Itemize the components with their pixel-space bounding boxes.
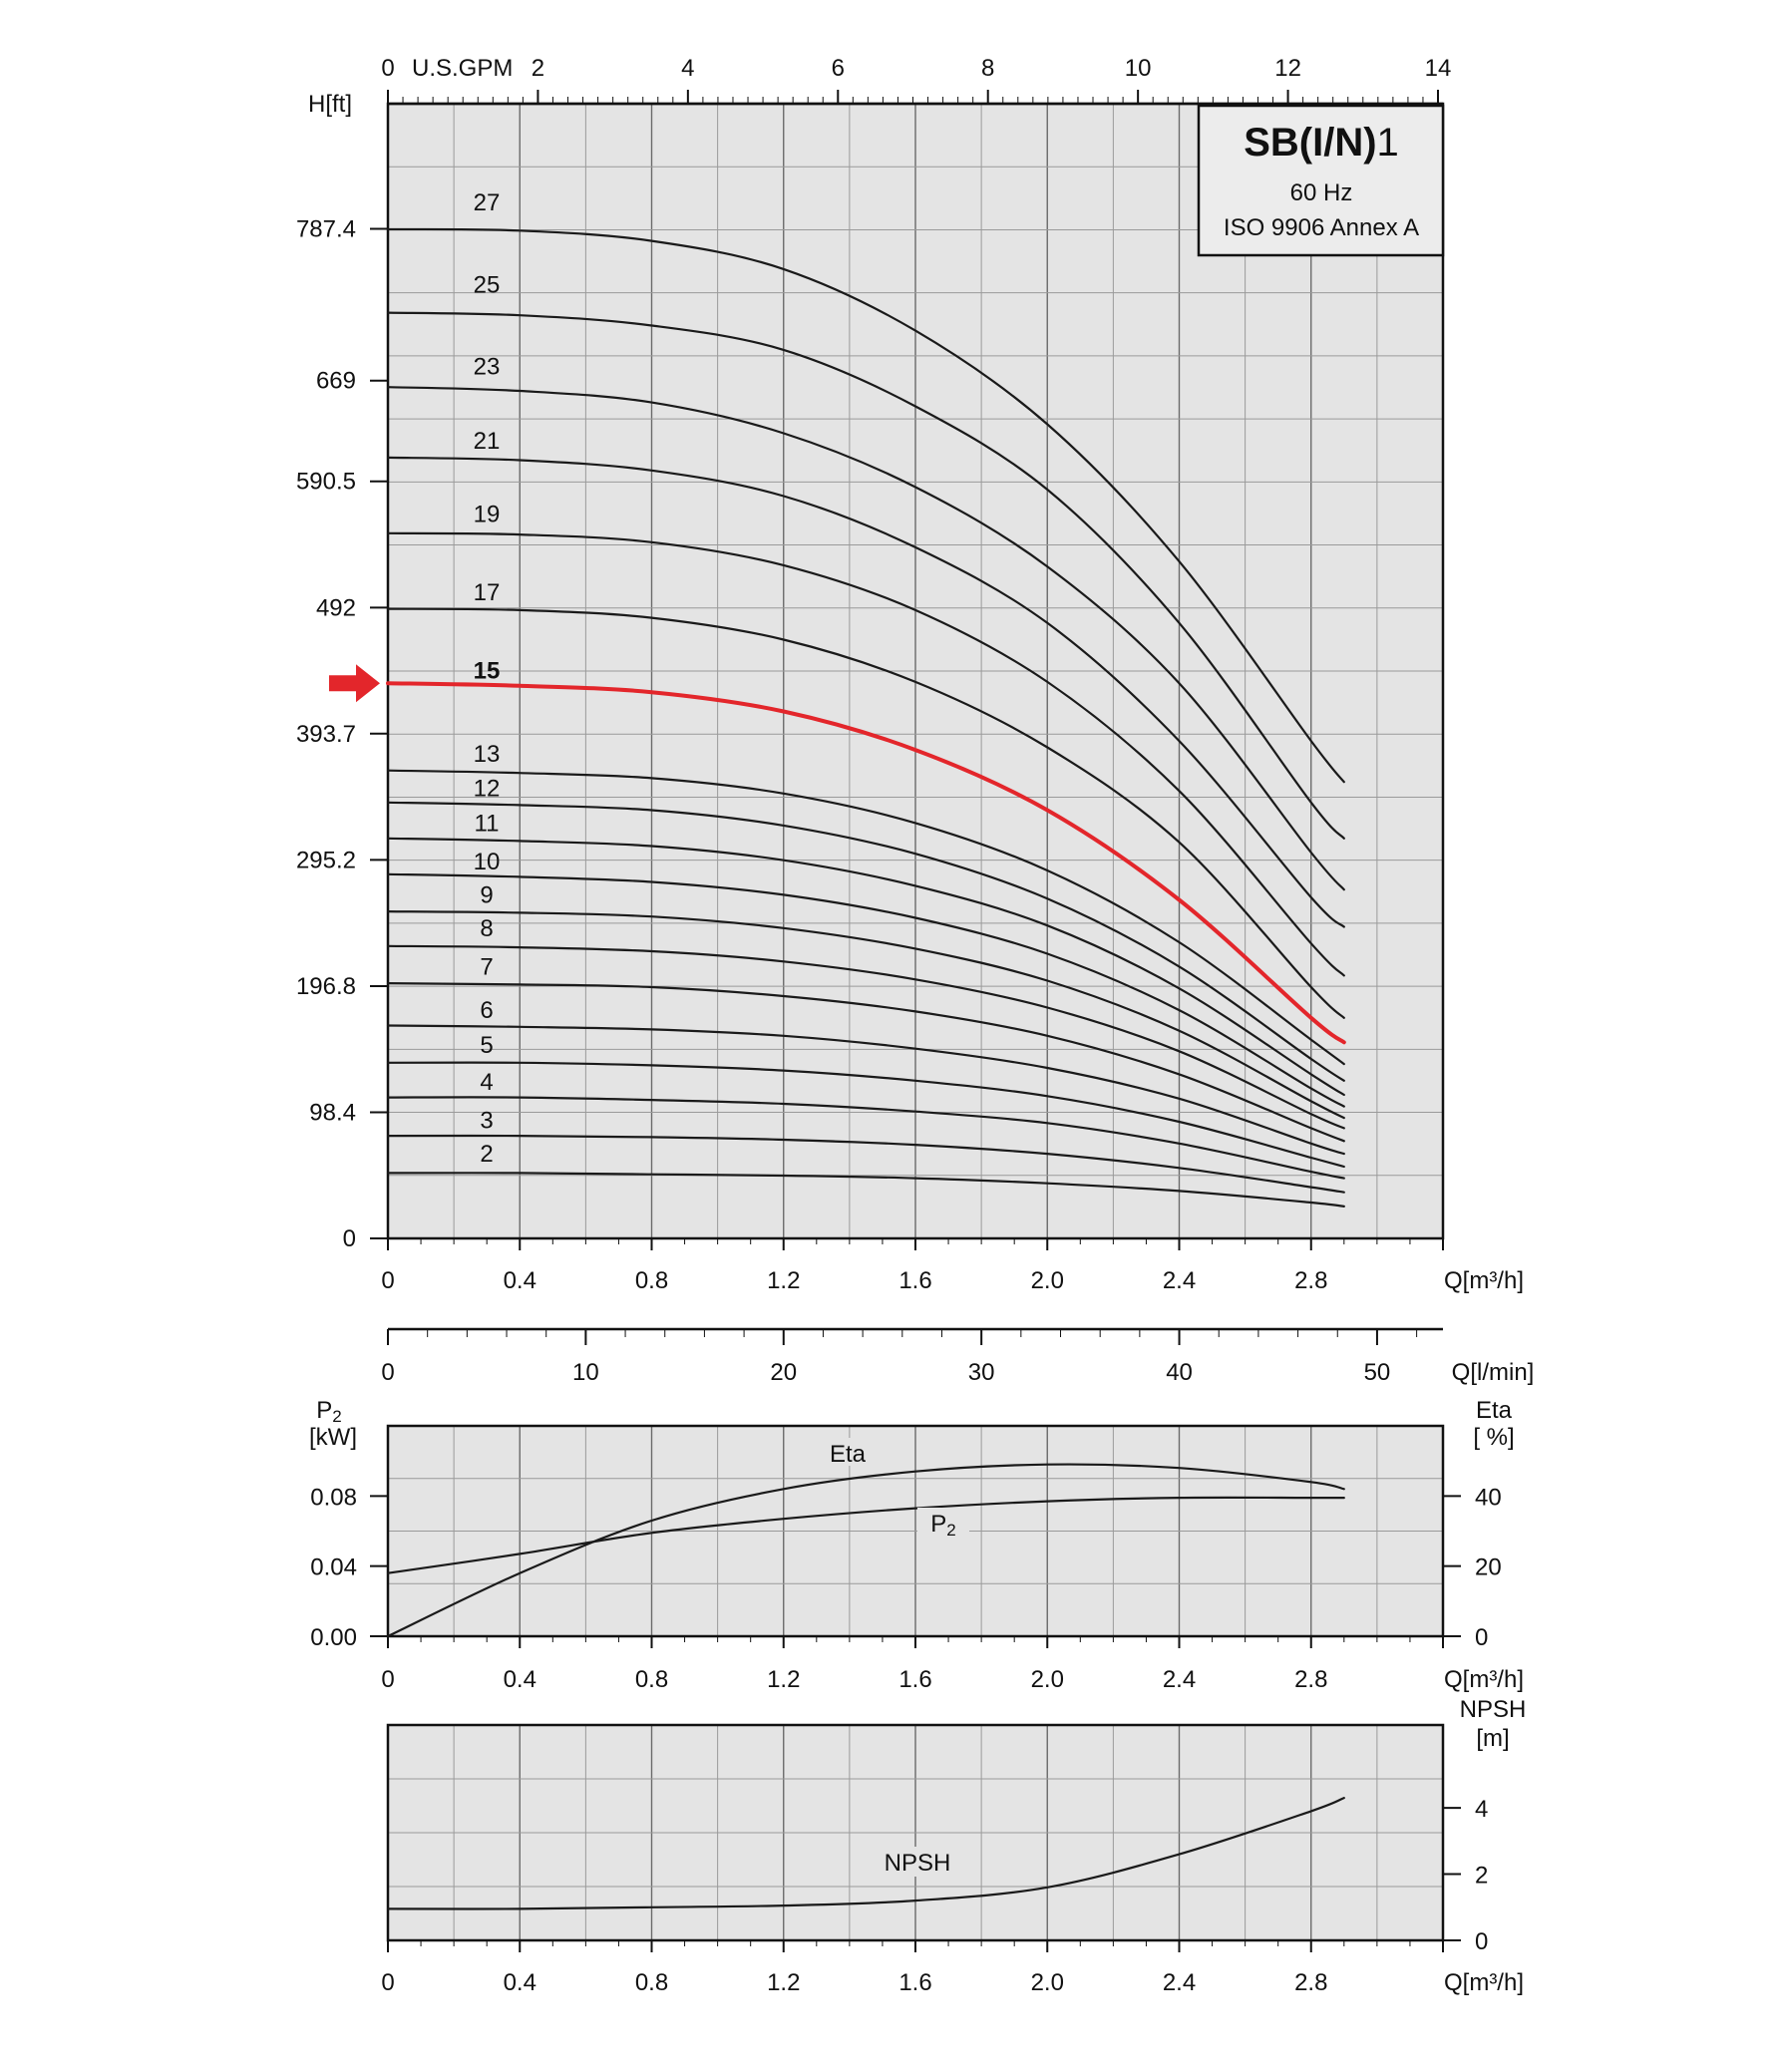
stage-label-6: 6 bbox=[480, 997, 494, 1025]
lmin-tick-label: 20 bbox=[770, 1359, 798, 1386]
npsh-xtick-label: 2.8 bbox=[1294, 1969, 1328, 1996]
head-xlabel: Q[m³/h] bbox=[1443, 1267, 1525, 1294]
stage-label-3: 3 bbox=[480, 1107, 494, 1135]
npsh-ytick-label: 4 bbox=[1475, 1796, 1489, 1824]
highlight-arrow-icon bbox=[329, 664, 380, 702]
head-xtick-label: 2.4 bbox=[1162, 1267, 1197, 1294]
npsh-xtick-label: 0.8 bbox=[634, 1969, 669, 1996]
model-name: SB(I/N)1 bbox=[1244, 121, 1399, 165]
stage-label-27: 27 bbox=[473, 189, 501, 217]
head-ytick-label: 393.7 bbox=[295, 720, 356, 748]
gpm-tick-label: 0 bbox=[381, 55, 395, 82]
stage-label-2: 2 bbox=[480, 1141, 494, 1169]
power-xtick-label: 1.2 bbox=[767, 1666, 801, 1693]
power-xtick-label: 0.4 bbox=[503, 1666, 536, 1693]
gpm-tick-label: 2 bbox=[531, 55, 545, 82]
head-ytick-label: 669 bbox=[315, 367, 356, 395]
gpm-tick-label: 4 bbox=[681, 55, 695, 82]
p2-curve-label: P2 bbox=[930, 1511, 956, 1540]
npsh-xtick-label: 0 bbox=[381, 1969, 395, 1996]
npsh-xtick-label: 1.6 bbox=[898, 1969, 932, 1996]
power-xlabel: Q[m³/h] bbox=[1443, 1666, 1525, 1693]
eta-ytick-label: 40 bbox=[1475, 1484, 1502, 1512]
stage-label-15: 15 bbox=[473, 657, 501, 685]
power-ytick-label: 0.08 bbox=[310, 1484, 357, 1512]
power-xtick-label: 1.6 bbox=[898, 1666, 932, 1693]
power-xtick-label: 2.0 bbox=[1030, 1666, 1064, 1693]
power-xtick-label: 2.4 bbox=[1162, 1666, 1197, 1693]
stage-label-4: 4 bbox=[480, 1069, 494, 1097]
stage-label-8: 8 bbox=[480, 914, 494, 942]
power-xtick-label: 0 bbox=[381, 1666, 395, 1693]
eta-ylabel: Eta bbox=[1475, 1397, 1513, 1424]
power-ylabel-unit: [kW] bbox=[309, 1424, 357, 1451]
gpm-tick-label: 10 bbox=[1124, 55, 1152, 82]
npsh-ytick-label: 0 bbox=[1475, 1928, 1489, 1955]
head-xtick-label: 1.2 bbox=[767, 1267, 801, 1294]
npsh-ylabel: NPSH bbox=[1459, 1696, 1527, 1723]
frequency-label: 60 Hz bbox=[1289, 179, 1353, 206]
npsh-curve-label: NPSH bbox=[884, 1850, 951, 1877]
npsh-xtick-label: 0.4 bbox=[503, 1969, 536, 1996]
power-ytick-label: 0.00 bbox=[310, 1624, 357, 1651]
lmin-tick-label: 30 bbox=[967, 1359, 995, 1386]
head-ytick-label: 492 bbox=[315, 594, 356, 622]
lmin-tick-label: 10 bbox=[572, 1359, 599, 1386]
power-xtick-label: 2.8 bbox=[1294, 1666, 1328, 1693]
gpm-tick-label: 8 bbox=[981, 55, 995, 82]
lmin-tick-label: 0 bbox=[381, 1359, 395, 1386]
head-ylabel: H[ft] bbox=[307, 91, 352, 118]
lmin-xlabel: Q[l/min] bbox=[1451, 1359, 1535, 1386]
head-ytick-label: 295.2 bbox=[295, 847, 356, 874]
lmin-tick-label: 50 bbox=[1363, 1359, 1391, 1386]
stage-label-11: 11 bbox=[474, 810, 500, 838]
npsh-xtick-label: 2.0 bbox=[1030, 1969, 1064, 1996]
lmin-tick-label: 40 bbox=[1166, 1359, 1193, 1386]
stage-label-7: 7 bbox=[480, 953, 494, 981]
head-ytick-label: 0 bbox=[342, 1225, 356, 1252]
head-ytick-label: 787.4 bbox=[295, 215, 356, 243]
stage-label-23: 23 bbox=[473, 353, 501, 381]
head-ytick-label: 590.5 bbox=[295, 468, 356, 496]
stage-label-10: 10 bbox=[473, 848, 501, 875]
stage-label-25: 25 bbox=[473, 271, 501, 299]
head-xtick-label: 0.4 bbox=[503, 1267, 536, 1294]
gpm-tick-label: 6 bbox=[831, 55, 845, 82]
stage-label-5: 5 bbox=[480, 1031, 494, 1059]
gpm-tick-label: 14 bbox=[1424, 55, 1452, 82]
gpm-axis-title: U.S.GPM bbox=[412, 55, 514, 82]
power-ytick-label: 0.04 bbox=[310, 1554, 357, 1581]
head-xtick-label: 1.6 bbox=[898, 1267, 932, 1294]
power-xtick-label: 0.8 bbox=[634, 1666, 669, 1693]
npsh-xtick-label: 1.2 bbox=[767, 1969, 801, 1996]
stage-label-17: 17 bbox=[473, 578, 501, 606]
eta-ylabel-unit: [ %] bbox=[1473, 1424, 1515, 1451]
standard-label: ISO 9906 Annex A bbox=[1223, 214, 1420, 241]
head-ytick-label: 98.4 bbox=[309, 1099, 356, 1127]
gpm-tick-label: 12 bbox=[1274, 55, 1301, 82]
stage-label-9: 9 bbox=[480, 881, 494, 909]
head-ytick-label: 196.8 bbox=[295, 972, 356, 1000]
stage-label-19: 19 bbox=[473, 501, 501, 528]
stage-label-21: 21 bbox=[473, 428, 501, 456]
npsh-xlabel: Q[m³/h] bbox=[1443, 1969, 1525, 1996]
power-ylabel: P2 bbox=[316, 1397, 342, 1426]
eta-ytick-label: 20 bbox=[1475, 1554, 1502, 1581]
stage-label-12: 12 bbox=[473, 775, 501, 803]
npsh-ylabel-unit: [m] bbox=[1476, 1725, 1510, 1752]
head-xtick-label: 2.0 bbox=[1030, 1267, 1064, 1294]
stage-label-13: 13 bbox=[473, 740, 501, 768]
head-xtick-label: 2.8 bbox=[1294, 1267, 1328, 1294]
head-xtick-label: 0.8 bbox=[634, 1267, 669, 1294]
npsh-xtick-label: 2.4 bbox=[1162, 1969, 1197, 1996]
eta-curve-label: Eta bbox=[829, 1441, 867, 1468]
npsh-ytick-label: 2 bbox=[1475, 1862, 1489, 1890]
eta-ytick-label: 0 bbox=[1475, 1624, 1489, 1651]
head-xtick-label: 0 bbox=[381, 1267, 395, 1294]
